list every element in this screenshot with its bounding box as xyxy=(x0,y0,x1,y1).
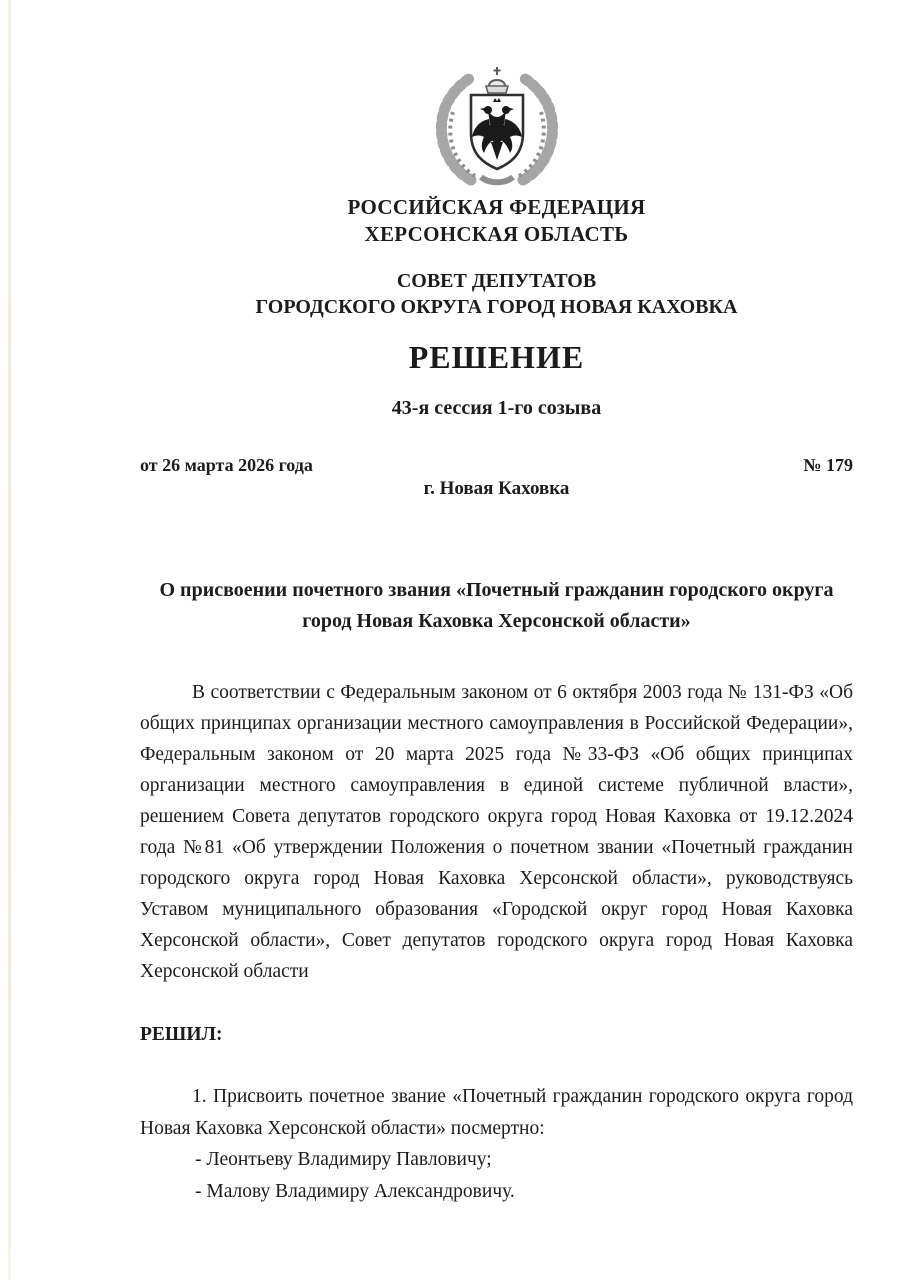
resolution-subitem-2: - Малову Владимиру Александровичу. xyxy=(195,1180,515,1202)
resolution-item-1: 1. Присвоить почетное звание «Почетный гражданин городского округа город Новая Каховка Херсонской области» посмертно: xyxy=(140,1086,853,1139)
date-label: от 26 марта 2026 года xyxy=(140,455,313,475)
meta-row xyxy=(140,453,853,477)
federation-heading: РОССИЙСКАЯ ФЕДЕРАЦИЯ xyxy=(347,195,646,219)
emblem-container xyxy=(140,64,853,188)
coat-of-arms-icon xyxy=(431,64,563,188)
document-title: О присвоении почетного звания «Почетный гражданин городского округа город Новая Каховка Херсонской области» xyxy=(159,579,834,632)
crown-icon xyxy=(486,67,508,93)
city-label: г. Новая Каховка xyxy=(423,478,570,499)
council-heading-line2: ГОРОДСКОГО ОКРУГА ГОРОД НОВАЯ КАХОВКА xyxy=(255,296,738,318)
document-number-label: № 179 xyxy=(803,455,853,475)
council-heading-line1: СОВЕТ ДЕПУТАТОВ xyxy=(396,270,597,292)
resolved-heading: РЕШИЛ: xyxy=(140,1024,223,1045)
document-type-heading: РЕШЕНИЕ xyxy=(408,339,585,375)
resolution-subitem-1: - Леонтьеву Владимиру Павловичу; xyxy=(195,1149,492,1170)
document-content xyxy=(0,64,910,1207)
session-subheading: 43-я сессия 1-го созыва xyxy=(391,397,602,419)
preamble-paragraph: В соответствии с Федеральным законом от 6 октября 2003 года № 131-ФЗ «Об общих принципах организации местного самоуправления в Российской Федерации», Федеральным законом от 20 марта 2025 года №33-ФЗ «Об общих принципах организации местного самоуправления в единой системе публичной власти», решением Совета депутатов городского округа город Новая Каховка от 19.12.2024 года №81 «Об утверждении Положения о почетном звании «Почетный гражданин городского округа город Новая Каховка Херсонской области», руководствуясь Уставом муниципального образования «Городской округ город Новая Каховка Херсонской области», Совет депутатов городского округа город Новая Каховка Херсонской области xyxy=(140,682,853,982)
region-heading: ХЕРСОНСКАЯ ОБЛАСТЬ xyxy=(364,222,629,246)
